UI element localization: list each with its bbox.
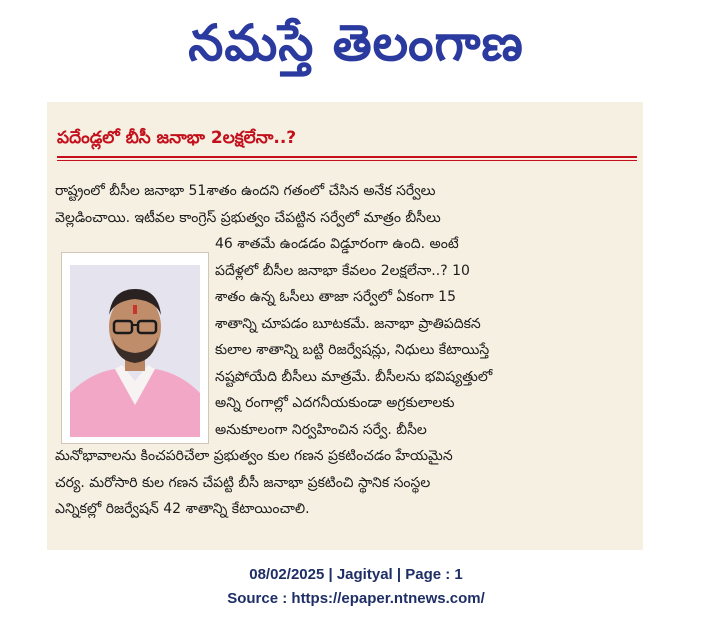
headline-rule: [57, 156, 637, 158]
author-photo-frame: [61, 252, 209, 444]
author-photo: [70, 265, 200, 437]
body-line: అనుకూలంగా నిర్వహించిన సర్వే. బీసీల: [215, 421, 427, 438]
body-line: ఎన్నికల్లో రిజర్వేషన్ 42 శాతాన్ని కేటాయించాలి.: [55, 501, 310, 517]
article-headline: పదేండ్లలో బీసీ జనాభా 2లక్షలేనా..?: [57, 128, 297, 148]
headline-rule-thin: [57, 160, 637, 161]
footer-source-line: Source : https://epaper.ntnews.com/: [227, 590, 485, 607]
body-line: వెల్లడించాయి. ఇటీవల కాంగ్రెస్ ప్రభుత్వం చేపట్టిన సర్వేలో మాత్రం బీసీలు: [55, 209, 441, 226]
body-line: నష్టపోయేది బీసీలు మాత్రమే. బీసీలను భవిష్యత్తులో: [215, 368, 493, 385]
body-line: శాతాన్ని చూపడం బూటకమే. జనాభా ప్రాతిపదికన: [215, 315, 481, 332]
body-line: శాతం ఉన్న ఓసీలు తాజా సర్వేలో ఏకంగా 15: [215, 289, 456, 305]
author-portrait-image: [70, 265, 200, 437]
body-line: అన్ని రంగాల్లో ఎదగనీయకుండా అగ్రకులాలకు: [215, 395, 455, 411]
body-line: కులాల శాతాన్ని బట్టి రిజర్వేషన్లు, నిధులు కేటాయిస్తే: [215, 342, 490, 358]
footer-date-line: 08/02/2025 | Jagityal | Page : 1: [249, 566, 463, 583]
masthead-logo: నమస్తే తెలంగాణ: [188, 13, 524, 72]
body-line: రాష్ట్రంలో బీసీల జనాభా 51శాతం ఉందని గతంలో చేసిన అనేక సర్వేలు: [55, 183, 436, 199]
body-line: పదేళ్లలో బీసీల జనాభా కేవలం 2లక్షలేనా..? 10: [215, 262, 470, 279]
body-line: చర్య. మరోసారి కుల గణన చేపట్టి బీసీ జనాభా ప్రకటించి స్థానిక సంస్థల: [55, 474, 431, 491]
article-clipping: [47, 102, 643, 550]
body-line: మనోభావాలను కించపరిచేలా ప్రభుత్వం కుల గణన ప్రకటించడం హేయమైన: [55, 448, 453, 464]
body-line: 46 శాతమే ఉండడం విడ్డూరంగా ఉంది. అంటే: [215, 236, 459, 252]
